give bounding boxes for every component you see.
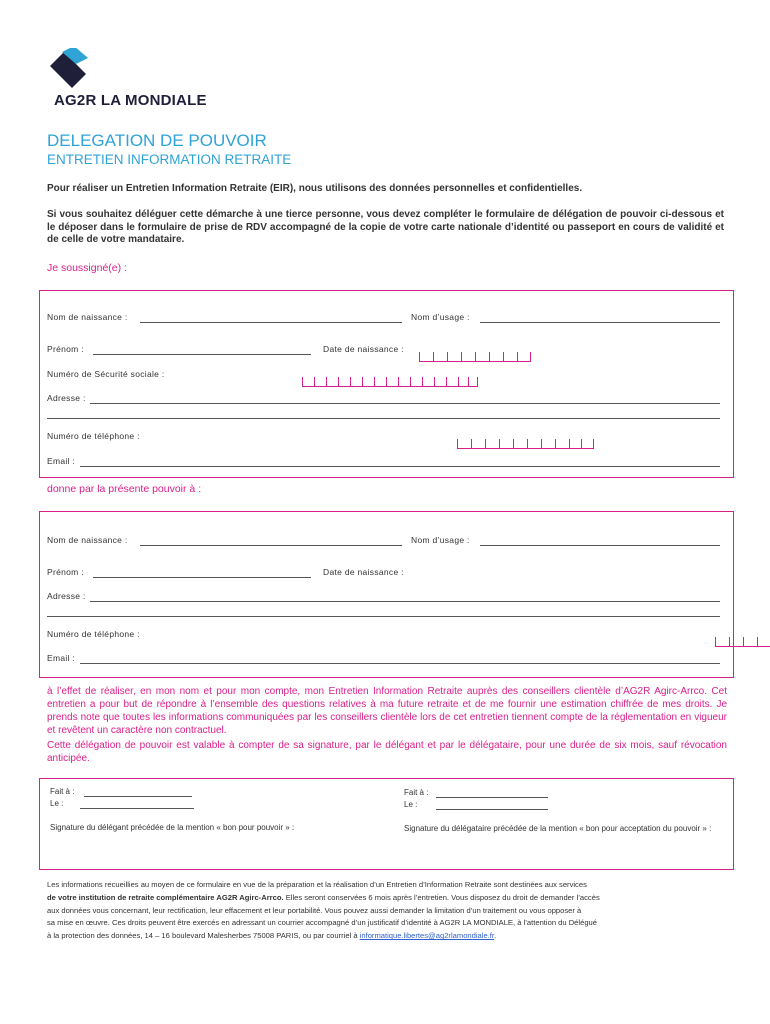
adresse-label: Adresse : xyxy=(47,393,86,403)
footer-legal-notice xyxy=(47,879,727,943)
prenom-label: Prénom : xyxy=(47,344,84,354)
le-label-delegataire: Le : xyxy=(404,800,418,809)
signature-delegant-label: Signature du délégant précédée de la mention « bon pour pouvoir » : xyxy=(50,823,295,832)
ag2r-logo-icon xyxy=(48,48,88,88)
prenom-label-2: Prénom : xyxy=(47,567,84,577)
validite-paragraph: Cette délégation de pouvoir est valable à compter de sa signature, par le délégant et par le délégataire, pour une durée de six mois, sauf révocation anticipée. xyxy=(47,740,727,764)
date-naissance-label: Date de naissance : xyxy=(323,344,404,354)
nom-naissance-field-2[interactable] xyxy=(140,536,402,546)
nom-naissance-field[interactable] xyxy=(140,313,402,323)
nom-usage-field-2[interactable] xyxy=(480,536,720,546)
soussigne-label: Je soussigné(e) : xyxy=(47,262,127,274)
email-label: Email : xyxy=(47,456,76,466)
nom-usage-label-2: Nom d’usage : xyxy=(411,535,470,545)
email-label-2: Email : xyxy=(47,653,76,663)
adresse-field-line-1[interactable] xyxy=(90,394,720,404)
prenom-field[interactable] xyxy=(93,345,311,355)
date-naissance-field[interactable] xyxy=(419,352,531,362)
brand-logo-text: AG2R LA MONDIALE xyxy=(54,92,207,109)
fait-a-label-delegant: Fait à : xyxy=(50,787,75,796)
effet-paragraph: à l’effet de réaliser, en mon nom et pour mon compte, mon Entretien Information Retraite auprès des conseillers clientèle d’AG2R Agirc-Arrco. Cet entretien a pour but de répondre à l’ensemble des questions relatives à ma future retraite et de me fournir une estimation chiffrée de mes droits. Je prends note que toutes les informations communiquées par les conseillers clientèle lors de cet entretien tiennent compte de la réglementation en vigueur et revêtent un caractère non contractuel. xyxy=(47,686,727,736)
telephone-field[interactable] xyxy=(457,439,594,449)
footer-institution: de votre institution de retraite complémentaire AG2R Agirc-Arrco. xyxy=(47,892,284,902)
fait-a-field-delegant[interactable] xyxy=(84,787,192,797)
prenom-field-2[interactable] xyxy=(93,568,311,578)
adresse-label-2: Adresse : xyxy=(47,591,86,601)
nom-usage-field[interactable] xyxy=(480,313,720,323)
footer-line-4: sa mise en œuvre. Ces droits peuvent être exercés en adressant un courrier accompagné d’un justificatif d’identité à AG2R LA MONDIALE, à l’attention du Délégué xyxy=(47,918,597,928)
telephone-field-2[interactable] xyxy=(715,637,770,647)
le-label-delegant: Le : xyxy=(50,799,64,808)
signature-delegataire-label: Signature du délégataire précédée de la mention « bon pour acceptation du pouvoir » : xyxy=(404,824,712,833)
nom-usage-label: Nom d’usage : xyxy=(411,312,470,322)
intro-paragraph-2: Si vous souhaitez déléguer cette démarche à une tierce personne, vous devez compléter le formulaire de délégation de pouvoir ci-dessous et le déposer dans le formulaire de prise de RDV accompagné de la copie de votre carte nationale d’identité ou passeport en cours de validité et de celle de votre mandataire. xyxy=(47,209,724,245)
telephone-label: Numéro de téléphone : xyxy=(47,431,140,441)
date-naissance-label-2: Date de naissance : xyxy=(323,567,404,577)
footer-line-3: aux données vous concernant, leur rectification, leur effacement et leur portabilité. Vous pouvez aussi demander la limitation d’un traitement ou vous opposer à xyxy=(47,905,582,915)
email-field-2[interactable] xyxy=(80,654,720,664)
page-subtitle: ENTRETIEN INFORMATION RETRAITE xyxy=(47,152,292,167)
page-title: DELEGATION DE POUVOIR xyxy=(47,131,267,150)
telephone-label-2: Numéro de téléphone : xyxy=(47,629,140,639)
privacy-email-link[interactable]: informatique.libertes@ag2rlamondiale.fr xyxy=(359,931,495,941)
secu-label: Numéro de Sécurité sociale : xyxy=(47,369,165,379)
footer-line-2: de votre institution de retraite complémentaire AG2R Agirc-Arrco. Elles seront conservées 6 mois après l’entretien. Vous disposez du droit de demander l’accès xyxy=(47,892,600,902)
email-field[interactable] xyxy=(80,457,720,467)
fait-a-field-delegataire[interactable] xyxy=(436,788,548,798)
adresse-field-2-line-2[interactable] xyxy=(47,607,720,617)
nom-naissance-label-2: Nom de naissance : xyxy=(47,535,128,545)
footer-line-5: à la protection des données, 14 – 16 boulevard Malesherbes 75008 PARIS, ou par courriel à informatique.libertes@ag2rlamondiale.fr. xyxy=(47,931,497,941)
intro-paragraph-1: Pour réaliser un Entretien Information Retraite (EIR), nous utilisons des données personnelles et confidentielles. xyxy=(47,183,583,194)
le-field-delegant[interactable] xyxy=(80,799,194,809)
nom-naissance-label: Nom de naissance : xyxy=(47,312,128,322)
adresse-field-line-2[interactable] xyxy=(47,409,720,419)
le-field-delegataire[interactable] xyxy=(436,800,548,810)
adresse-field-2-line-1[interactable] xyxy=(90,592,720,602)
footer-line-1: Les informations recueillies au moyen de ce formulaire en vue de la préparation et la réalisation d’un Entretien d’Information Retraite sont destinées aux services xyxy=(47,880,587,889)
donne-pouvoir-label: donne par la présente pouvoir à : xyxy=(47,483,202,495)
fait-a-label-delegataire: Fait à : xyxy=(404,788,429,797)
secu-field[interactable] xyxy=(302,377,478,387)
